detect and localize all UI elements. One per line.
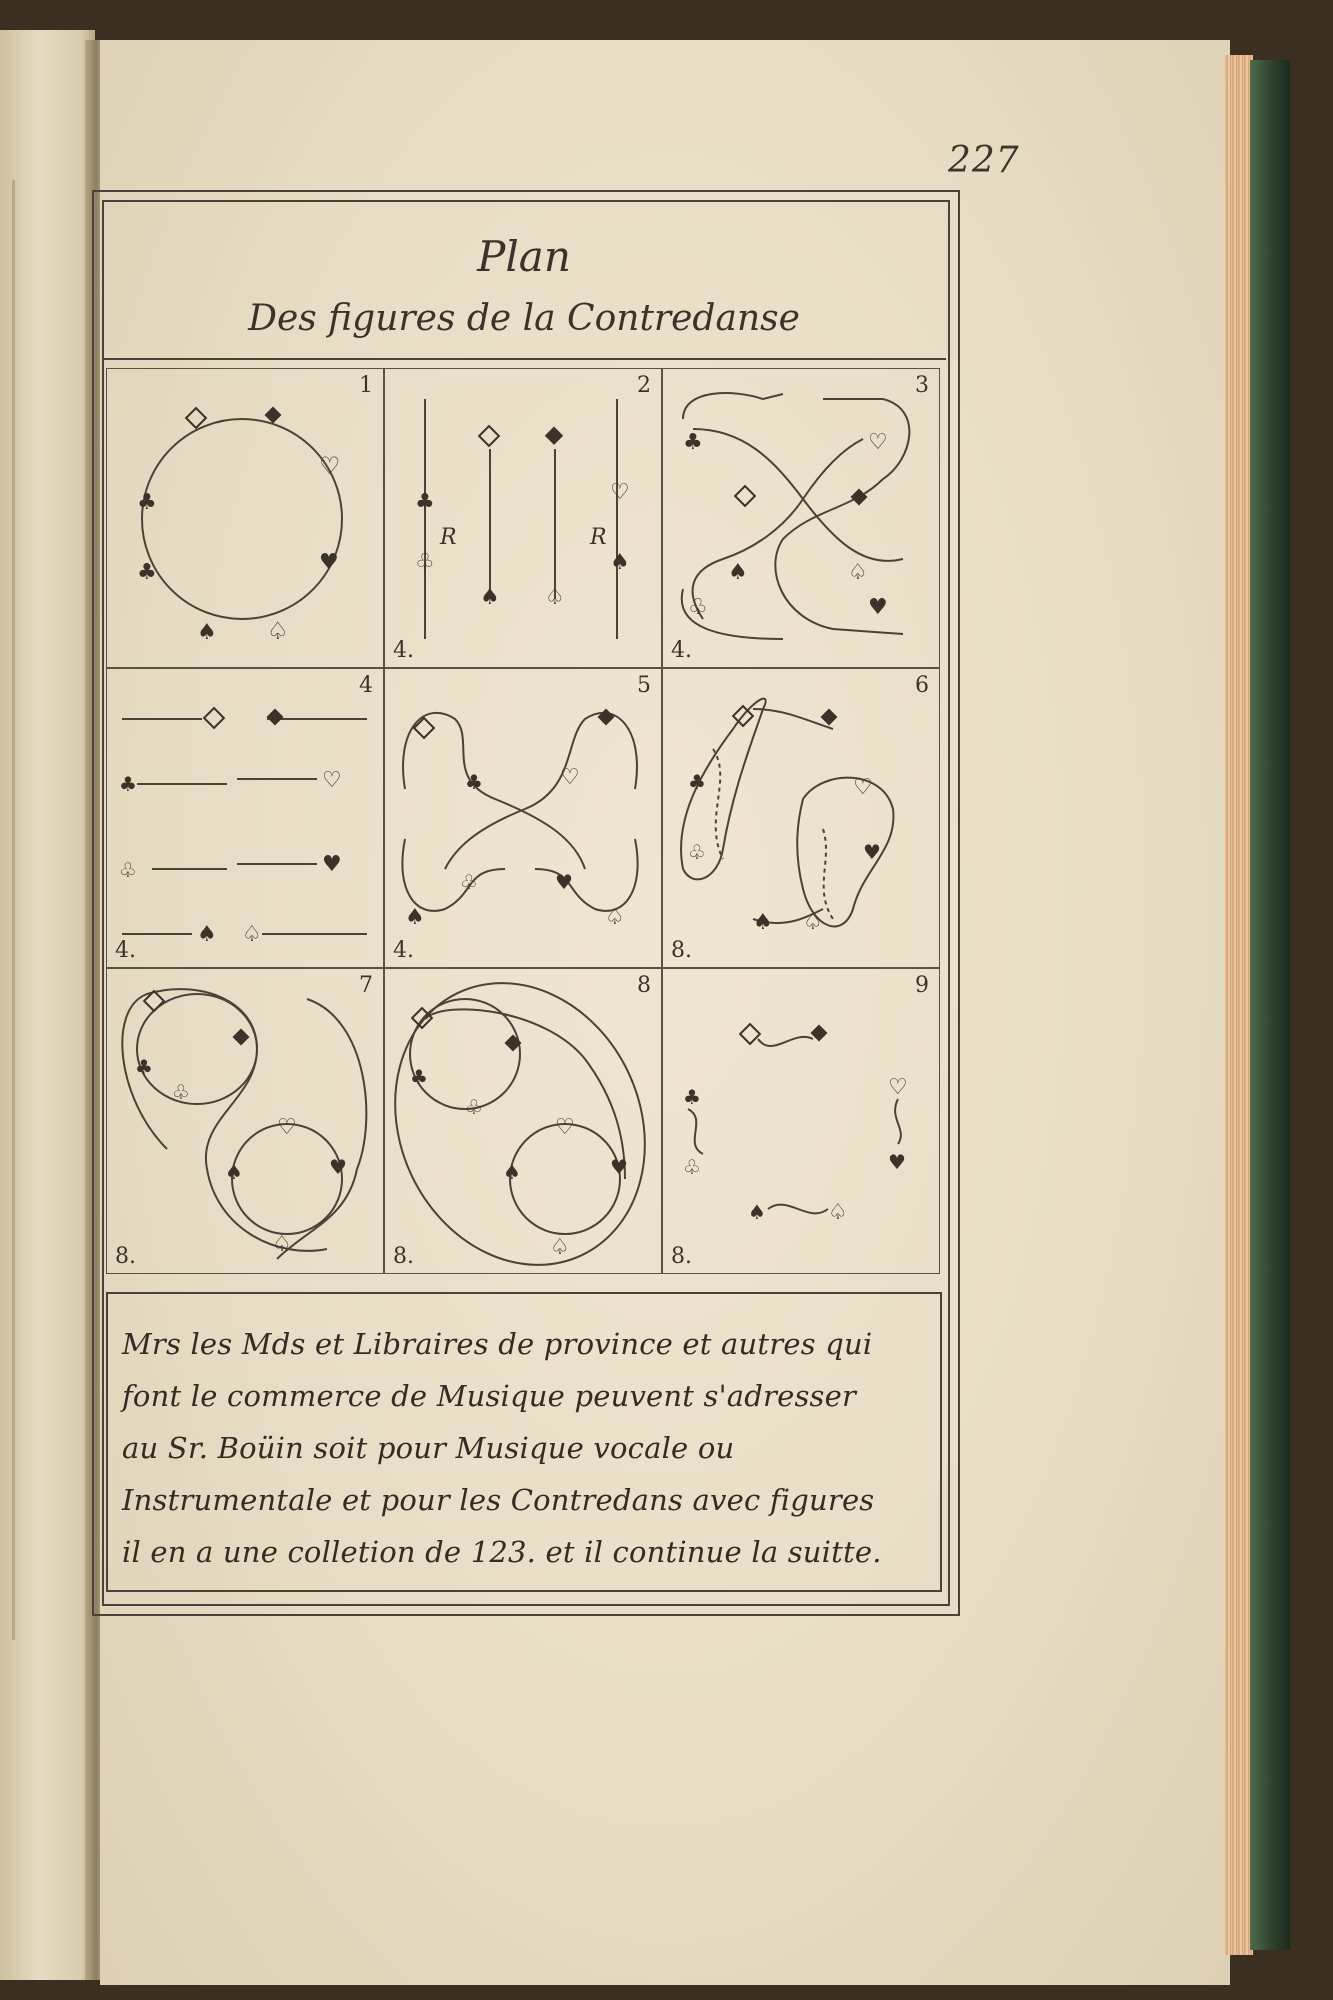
svg-text:♥: ♥ — [322, 852, 342, 877]
svg-text:♤: ♤ — [828, 1200, 848, 1225]
svg-text:♠: ♠ — [480, 585, 500, 610]
svg-text:♠: ♠ — [748, 1200, 766, 1224]
figure-cell-9 — [662, 968, 940, 1274]
svg-text:♣: ♣ — [465, 770, 483, 794]
figure-5-number: 5 — [637, 673, 651, 698]
figure-cell-2 — [384, 368, 662, 668]
svg-text:♠: ♠ — [197, 620, 217, 645]
svg-text:♣: ♣ — [137, 560, 157, 585]
svg-text:♡: ♡ — [319, 452, 341, 480]
svg-text:♣: ♣ — [410, 1065, 428, 1089]
notice-line-2: font le commerce de Musique peuvent s'adresser — [122, 1379, 857, 1413]
figure-7-diagram — [107, 969, 385, 1275]
svg-text:♡: ♡ — [277, 1115, 297, 1140]
figures-grid — [106, 368, 946, 1274]
figure-cell-8 — [384, 968, 662, 1274]
svg-text:♣: ♣ — [137, 490, 157, 515]
svg-text:♠: ♠ — [503, 1160, 521, 1184]
svg-text:♥: ♥ — [329, 1155, 347, 1179]
svg-text:♣: ♣ — [415, 490, 435, 515]
svg-text:♡: ♡ — [888, 1075, 908, 1100]
svg-text:♤: ♤ — [272, 1232, 292, 1257]
svg-text:♧: ♧ — [172, 1080, 190, 1104]
svg-text:♠: ♠ — [405, 905, 425, 930]
svg-text:♥: ♥ — [888, 1150, 906, 1174]
svg-text:R: R — [440, 525, 457, 550]
svg-text:♠: ♠ — [225, 1160, 243, 1184]
left-page-edge — [0, 30, 95, 1980]
svg-text:♠: ♠ — [728, 560, 748, 585]
figure-8-count: 8. — [393, 1244, 414, 1269]
svg-text:♥: ♥ — [610, 1155, 628, 1179]
figure-9-count: 8. — [671, 1244, 692, 1269]
title-block — [102, 200, 946, 360]
svg-text:♠: ♠ — [753, 910, 773, 935]
svg-text:♥: ♥ — [868, 595, 888, 620]
figure-8-diagram — [385, 969, 663, 1275]
svg-text:♣: ♣ — [688, 770, 706, 794]
figure-6-count: 8. — [671, 938, 692, 963]
svg-text:♤: ♤ — [550, 1235, 570, 1260]
svg-text:♤: ♤ — [848, 560, 868, 585]
svg-text:♥: ♥ — [555, 870, 573, 894]
svg-text:♥: ♥ — [319, 550, 339, 575]
figure-6-diagram — [663, 669, 941, 969]
svg-text:R: R — [590, 525, 607, 550]
publisher-notice — [106, 1292, 942, 1592]
figure-4-diagram — [107, 669, 385, 969]
book-cover-edge — [1250, 60, 1290, 1950]
svg-text:♤: ♤ — [803, 910, 823, 935]
figure-cell-6 — [662, 668, 940, 968]
svg-text:♡: ♡ — [322, 768, 342, 793]
figure-cell-1 — [106, 368, 384, 668]
figure-9-diagram — [663, 969, 941, 1275]
figure-2-count: 4. — [393, 638, 414, 663]
figure-2-number: 2 — [637, 373, 651, 398]
svg-text:♤: ♤ — [605, 905, 625, 930]
svg-text:♡: ♡ — [560, 765, 580, 790]
figure-5-count: 4. — [393, 938, 414, 963]
page-number: 227 — [948, 140, 1020, 181]
left-page-rule — [12, 180, 15, 1640]
svg-text:♡: ♡ — [610, 480, 630, 505]
svg-text:♧: ♧ — [119, 858, 137, 882]
svg-text:♡: ♡ — [868, 430, 888, 455]
svg-text:♣: ♣ — [683, 1085, 701, 1109]
svg-text:♥: ♥ — [863, 840, 881, 864]
figure-1-number: 1 — [359, 373, 373, 398]
page-title: Plan — [477, 232, 571, 281]
svg-text:♠: ♠ — [610, 550, 630, 575]
figure-cell-5 — [384, 668, 662, 968]
svg-text:♤: ♤ — [545, 585, 565, 610]
engraved-plate — [92, 190, 960, 1616]
svg-text:♡: ♡ — [555, 1115, 575, 1140]
notice-line-1: Mrs les Mds et Libraires de province et autres qui — [122, 1327, 873, 1361]
figure-3-diagram — [663, 369, 941, 669]
notice-line-3: au Sr. Boüin soit pour Musique vocale ou — [122, 1431, 735, 1465]
svg-text:♣: ♣ — [135, 1055, 153, 1079]
svg-text:♠: ♠ — [197, 922, 217, 947]
notice-line-4: Instrumentale et pour les Contredans avec figures — [122, 1483, 875, 1517]
svg-text:♤: ♤ — [242, 922, 262, 947]
figure-cell-4 — [106, 668, 384, 968]
figure-cell-3 — [662, 368, 940, 668]
svg-text:♧: ♧ — [683, 1155, 701, 1179]
figure-8-number: 8 — [637, 973, 651, 998]
svg-text:♧: ♧ — [415, 550, 435, 575]
figure-7-number: 7 — [359, 973, 373, 998]
figure-7-count: 8. — [115, 1244, 136, 1269]
figure-2-diagram — [385, 369, 663, 669]
svg-text:♣: ♣ — [119, 772, 137, 796]
svg-text:♧: ♧ — [465, 1095, 483, 1119]
svg-text:♤: ♤ — [267, 617, 289, 645]
svg-text:♧: ♧ — [688, 840, 706, 864]
figure-cell-7 — [106, 968, 384, 1274]
page-edges — [1225, 55, 1253, 1955]
figure-9-number: 9 — [915, 973, 929, 998]
svg-text:♣: ♣ — [683, 430, 703, 455]
svg-text:♧: ♧ — [460, 870, 478, 894]
figure-1-diagram — [107, 369, 385, 669]
figure-4-count: 4. — [115, 938, 136, 963]
page-subtitle: Des figures de la Contredanse — [248, 298, 800, 339]
svg-text:♧: ♧ — [688, 595, 708, 620]
notice-line-5: il en a une colletion de 123. et il continue la suitte. — [122, 1535, 882, 1569]
svg-text:♡: ♡ — [853, 775, 873, 800]
figure-3-count: 4. — [671, 638, 692, 663]
figure-4-number: 4 — [359, 673, 373, 698]
figure-3-number: 3 — [915, 373, 929, 398]
figure-6-number: 6 — [915, 673, 929, 698]
figure-5-diagram — [385, 669, 663, 969]
